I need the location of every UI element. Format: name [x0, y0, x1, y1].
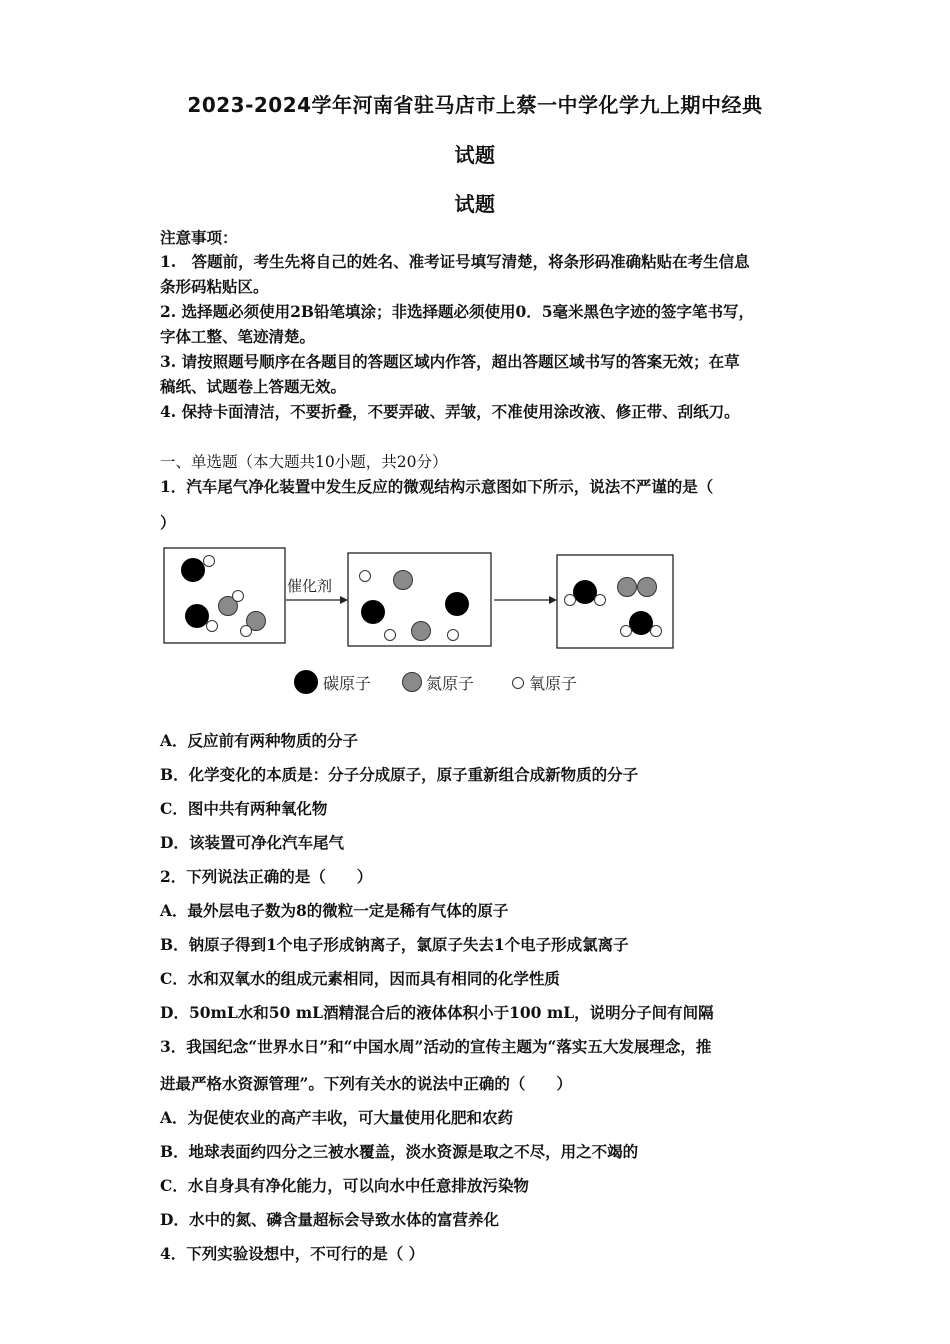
legend-carbon-swatch — [294, 670, 318, 694]
molecule-co2 — [621, 611, 662, 637]
molecule-n2 — [618, 578, 657, 597]
notice-item3-line2: 稿纸、试题卷上答题无效。 — [160, 377, 347, 396]
legend-nitrogen-label: 氮原子 — [426, 674, 475, 693]
molecule-co2 — [565, 580, 606, 606]
q1-stem-line2: ） — [160, 513, 176, 532]
q1-option-c: C．图中共有两种氧化物 — [160, 799, 328, 818]
molecule-co — [181, 556, 215, 583]
q4-stem: 4．下列实验设想中，不可行的是（ ） — [160, 1244, 425, 1263]
molecule-no — [241, 612, 266, 637]
oxygen-atom — [448, 630, 459, 641]
section1-heading: 一、单选题（本大题共10小题，共20分） — [160, 453, 448, 471]
arrowhead — [549, 596, 557, 604]
molecule-no — [219, 591, 244, 616]
carbon-atom — [445, 592, 469, 616]
legend-oxygen-swatch — [513, 678, 524, 689]
arrowhead — [340, 596, 348, 604]
oxygen-atom — [385, 630, 396, 641]
reactant-box — [164, 548, 285, 643]
reaction-diagram — [160, 540, 680, 705]
q1-option-a: A．反应前有两种物质的分子 — [160, 731, 359, 750]
notice-heading: 注意事项： — [160, 228, 238, 247]
legend-oxygen-label: 氧原子 — [529, 674, 578, 693]
catalyst-label: 催化剂 — [287, 577, 333, 595]
legend — [294, 670, 577, 694]
q2-option-d: D．50mL水和50 mL酒精混合后的液体体积小于100 mL，说明分子间有间隔 — [160, 1003, 714, 1022]
oxygen-atom — [360, 571, 371, 582]
q2-option-b: B．钠原子得到1个电子形成钠离子，氯原子失去1个电子形成氯离子 — [160, 935, 629, 954]
notice-item3-line1: 3. 请按照题号顺序在各题目的答题区域内作答，超出答题区域书写的答案无效；在草 — [160, 352, 740, 371]
q1-option-b: B．化学变化的本质是：分子分成原子，原子重新组合成新物质的分子 — [160, 765, 639, 784]
q1-stem-line1: 1．汽车尾气净化装置中发生反应的微观结构示意图如下所示，说法不严谨的是（ — [160, 477, 714, 496]
q2-option-c: C．水和双氧水的组成元素相同，因而具有相同的化学性质 — [160, 969, 560, 988]
q1-option-d: D．该装置可净化汽车尾气 — [160, 833, 344, 852]
q2-stem: 2．下列说法正确的是（ ） — [160, 867, 373, 886]
q3-option-b: B．地球表面约四分之三被水覆盖，淡水资源是取之不尽，用之不竭的 — [160, 1142, 639, 1161]
q3-option-a: A．为促使农业的高产丰收，可大量使用化肥和农药 — [160, 1108, 514, 1127]
q2-option-a: A．最外层电子数为8的微粒一定是稀有气体的原子 — [160, 901, 509, 920]
exam-title-line3: 试题 — [454, 192, 496, 216]
notice-item1-line1: 1. 答题前，考生先将自己的姓名、准考证号填写清楚，将条形码准确粘贴在考生信息 — [160, 252, 750, 271]
q3-option-d: D．水中的氮、磷含量超标会导致水体的富营养化 — [160, 1210, 499, 1229]
exam-title-line1: 2023-2024学年河南省驻马店市上蔡一中学化学九上期中经典 — [187, 93, 763, 117]
notice-item2-line2: 字体工整、笔迹清楚。 — [160, 327, 316, 346]
legend-nitrogen-swatch — [403, 673, 422, 692]
notice-item1-line2: 条形码粘贴区。 — [160, 277, 269, 296]
molecule-co — [185, 604, 218, 632]
carbon-atom — [361, 600, 385, 624]
q3-stem-line1: 3．我国纪念“世界水日”和“中国水周”活动的宣传主题为“落实五大发展理念，推 — [160, 1037, 712, 1056]
notice-item4: 4. 保持卡面清洁，不要折叠，不要弄破、弄皱，不准使用涂改液、修正带、刮纸刀。 — [160, 402, 740, 421]
q3-option-c: C．水自身具有净化能力，可以向水中任意排放污染物 — [160, 1176, 529, 1195]
legend-carbon-label: 碳原子 — [323, 674, 372, 693]
exam-title-line2: 试题 — [454, 143, 496, 167]
nitrogen-atom — [412, 622, 431, 641]
notice-item2-line1: 2. 选择题必须使用2B铅笔填涂；非选择题必须使用0．5毫米黑色字迹的签字笔书写， — [160, 302, 755, 321]
nitrogen-atom — [394, 571, 413, 590]
q3-stem-line2: 进最严格水资源管理”。下列有关水的说法中正确的（ ） — [160, 1074, 572, 1093]
